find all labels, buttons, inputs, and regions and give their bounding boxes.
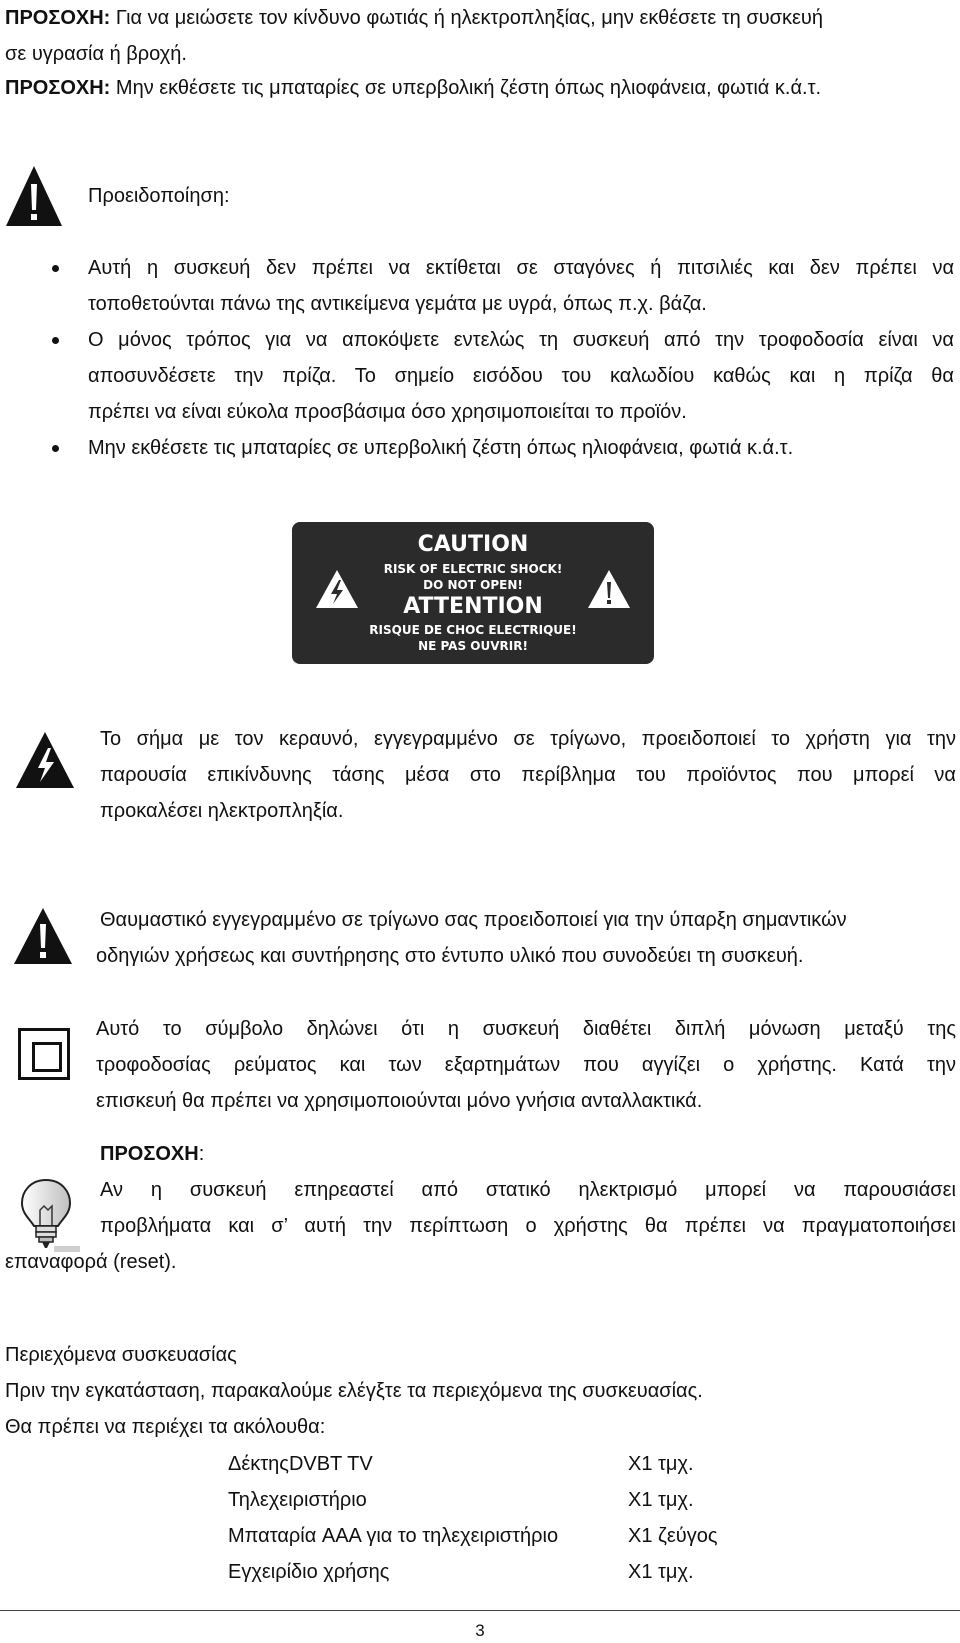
package-item-name: Τηλεχειριστήριο <box>228 1489 367 1511</box>
exclamation-triangle-icon <box>4 164 64 228</box>
warning-text-line: Για να μειώσετε τον κίνδυνο φωτιάς ή ηλεκτροπληξίας, μην εκθέσετε τη συσκευή <box>115 7 823 29</box>
bullet-line: πρέπει να είναι εύκολα προσβάσιμα όσο χρησιμοποιείται το προϊόν. <box>88 401 687 423</box>
package-lead: Θα πρέπει να περιέχει τα ακόλουθα: <box>5 1416 326 1438</box>
exclamation-triangle-icon <box>586 568 632 610</box>
attention-title: ATTENTION <box>403 594 543 619</box>
package-intro: Πριν την εγκατάσταση, παρακαλούμε ελέγξτε τα περιεχόμενα της συσκευασίας. <box>5 1380 703 1402</box>
lightning-triangle-icon <box>14 730 76 790</box>
symbol-text-line: τροφοδοσίας ρεύματος και των εξαρτημάτων που αγγίζει ο χρήστης. Κατά την <box>96 1054 956 1076</box>
package-item-qty: Χ1 τμχ. <box>628 1453 694 1475</box>
symbol-text-line: Θαυμαστικό εγγεγραμμένο σε τρίγωνο σας προειδοποιεί για την ύπαρξη σημαντικών <box>100 909 847 931</box>
bullet-dot <box>52 445 59 452</box>
caution-text: RISK OF ELECTRIC SHOCK! <box>383 562 563 576</box>
warning-label: ΠΡΟΣΟΧΗ: <box>5 7 111 29</box>
package-item-name: ΔέκτηςDVBT TV <box>228 1453 373 1475</box>
warning-label: ΠΡΟΣΟΧΗ: <box>5 77 111 99</box>
light-bulb-icon <box>18 1176 82 1256</box>
bullet-line: Αυτή η συσκευή δεν πρέπει να εκτίθεται σε σταγόνες ή πιτσιλιές και δεν πρέπει να <box>88 257 954 279</box>
caution-text: DO NOT OPEN! <box>423 578 523 592</box>
package-item-qty: Χ1 τμχ. <box>628 1561 694 1583</box>
package-item-name: Εγχειρίδιο χρήσης <box>228 1561 390 1583</box>
note-text-line: επαναφορά (reset). <box>5 1251 177 1273</box>
symbol-text-line: προκαλέσει ηλεκτροπληξία. <box>100 800 344 822</box>
warning-text-line: Μην εκθέσετε τις μπαταρίες σε υπερβολική ζέστη όπως ηλιοφάνεια, φωτιά κ.ά.τ. <box>115 77 822 99</box>
page-number: 3 <box>475 1621 485 1640</box>
footer-rule <box>0 1610 960 1611</box>
caution-text: NE PAS OUVRIR! <box>418 639 528 653</box>
package-item-name: Μπαταρία AAA για το τηλεχειριστήριο <box>228 1525 559 1547</box>
exclamation-triangle-icon <box>12 906 74 966</box>
bullet-line: αποσυνδέσετε την πρίζα. Το σημείο εισόδου του καλωδίου καθώς και η πρίζα θα <box>88 365 954 387</box>
bullet-line: Ο μόνος τρόπος για να αποκόψετε εντελώς τη συσκευή από την τροφοδοσία είναι να <box>88 329 954 351</box>
symbol-text-line: επισκευή θα πρέπει να χρησιμοποιούνται μόνο γνήσια ανταλλακτικά. <box>96 1090 703 1112</box>
package-heading: Περιεχόμενα συσκευασίας <box>5 1344 237 1366</box>
symbol-text-line: παρουσία επικίνδυνης τάσης μέσα στο περίβλημα του προϊόντος που μπορεί να <box>100 764 956 786</box>
bullet-line: Μην εκθέσετε τις μπαταρίες σε υπερβολική ζέστη όπως ηλιοφάνεια, φωτιά κ.ά.τ. <box>88 437 794 459</box>
double-insulation-icon <box>18 1028 70 1080</box>
caution-label <box>292 522 654 664</box>
caution-text: RISQUE DE CHOC ELECTRIQUE! <box>369 623 577 637</box>
note-text-line: προβλήματα και σ’ αυτή την περίπτωση ο χρήστης θα πρέπει να πραγματοποιήσει <box>100 1215 956 1237</box>
note-label: ΠΡΟΣΟΧΗ <box>100 1143 199 1165</box>
lightning-triangle-icon <box>314 568 360 610</box>
caution-title: CAUTION <box>417 532 529 557</box>
symbol-text-line: Το σήμα με τον κεραυνό, εγγεγραμμένο σε τρίγωνο, προειδοποιεί το χρήστη για την <box>100 728 956 750</box>
bullet-dot <box>52 337 59 344</box>
package-item-qty: Χ1 τμχ. <box>628 1489 694 1511</box>
symbol-text-line: οδηγιών χρήσεως και συντήρησης στο έντυπο υλικό που συνοδεύει τη συσκευή. <box>96 945 804 967</box>
warning-text-line: σε υγρασία ή βροχή. <box>5 43 187 65</box>
package-item-qty: Χ1 ζεύγος <box>628 1525 718 1547</box>
symbol-text-line: Αυτό το σύμβολο δηλώνει ότι η συσκευή διαθέτει διπλή μόνωση μεταξύ της <box>96 1018 956 1040</box>
note-text-line: Αν η συσκευή επηρεαστεί από στατικό ηλεκτρισμό μπορεί να παρουσιάσει <box>100 1179 956 1201</box>
bullet-line: τοποθετούνται πάνω της αντικείμενα γεμάτα με υγρά, όπως π.χ. βάζα. <box>88 293 707 315</box>
note-colon: : <box>198 1143 205 1165</box>
bullet-dot <box>52 265 59 272</box>
warning-heading: Προειδοποίηση: <box>88 185 230 207</box>
